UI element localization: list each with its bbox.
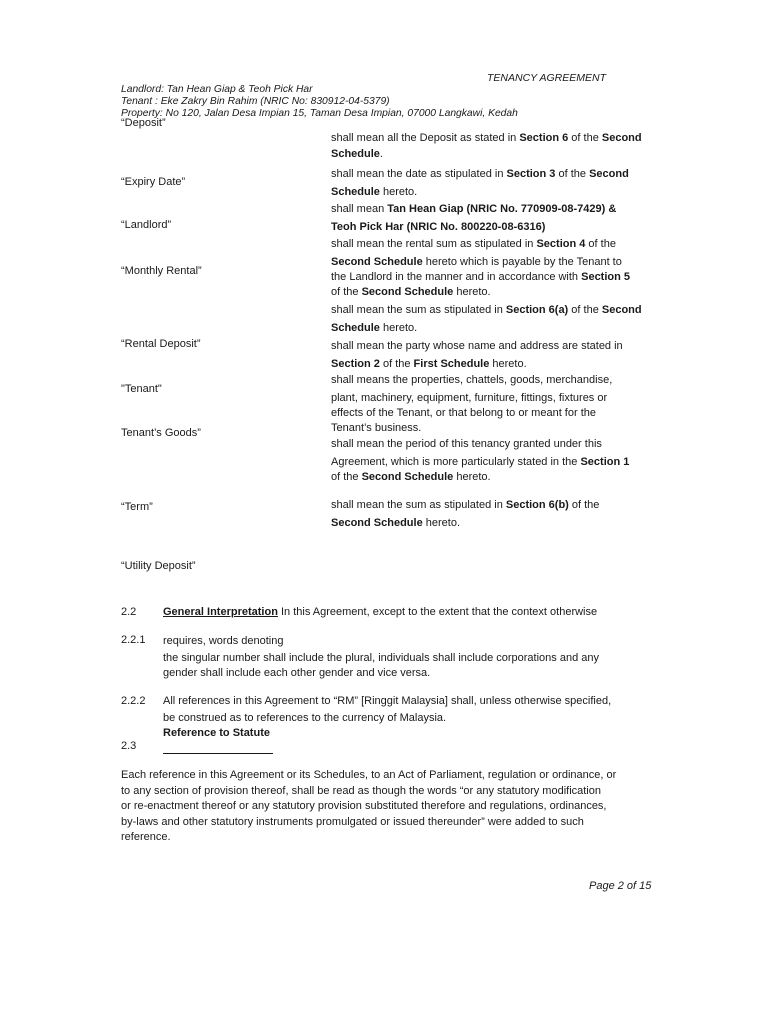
- term-deposit: “Deposit”: [121, 117, 166, 129]
- definition-expiry-date: shall mean the date as stipulated in Section 3 of the Second Schedule hereto.: [331, 168, 629, 198]
- definition-monthly-rental: shall mean the rental sum as stipulated in Section 4 of the Second Schedule hereto which is payable by the Tenant to the Landlord in the manner and in accordance with Section 5 of the Second Schedule hereto.: [331, 238, 631, 298]
- section-2-2-2-number: 2.2.2: [121, 695, 146, 707]
- section-2-2-number: 2.2: [121, 606, 137, 618]
- definition-tenants-goods: shall means the properties, chattels, goods, merchandise, plant, machinery, equipment, furniture, fittings, fixtures or effects of the Tenant, or that belong to or meant for the Tenant’s business.: [331, 374, 613, 434]
- definition-landlord: shall mean Tan Hean Giap (NRIC No. 770909-08-7429) & Teoh Pick Har (NRIC No. 800220-08-6316): [331, 203, 617, 233]
- tenant-line: Tenant : Eke Zakry Bin Rahim (NRIC No: 830912-04-5379): [121, 96, 390, 107]
- term-tenant: "Tenant": [121, 383, 162, 395]
- definition-utility-deposit: shall mean the sum as stipulated in Section 6(b) of the Second Schedule hereto.: [331, 499, 600, 529]
- landlord-line: Landlord: Tan Hean Giap & Teoh Pick Har: [121, 84, 313, 95]
- term-expiry-date: “Expiry Date”: [121, 176, 186, 188]
- definition-rental-deposit: shall mean the sum as stipulated in Section 6(a) of the Second Schedule hereto.: [331, 304, 642, 334]
- statute-paragraph: Each reference in this Agreement or its Schedules, to an Act of Parliament, regulation or ordinance, or to any section of provision thereof, shall be read as though the words “or any statutory modification or re-enactment thereof or any statutory provision substituted therefore and regulations, ordinances, by-laws and other statutory instruments promulgated or issued thereunder” were added to such reference.: [121, 769, 617, 843]
- term-monthly-rental: “Monthly Rental”: [121, 265, 202, 277]
- term-tenants-goods: Tenant’s Goods”: [121, 427, 201, 439]
- term-utility-deposit: “Utility Deposit”: [121, 560, 196, 572]
- section-2-3-number: 2.3: [121, 740, 137, 752]
- page-number: Page 2 of 15: [589, 880, 652, 892]
- section-2-3-heading: Reference to Statute: [163, 727, 270, 739]
- definition-deposit: shall mean all the Deposit as stated in Section 6 of the Second Schedule.: [331, 132, 642, 160]
- section-2-2-2-text: All references in this Agreement to “RM” [Ringgit Malaysia] shall, unless otherwise specified, be construed as to references to the currency of Malaysia.: [163, 695, 612, 724]
- definition-tenant: shall mean the party whose name and address are stated in Section 2 of the First Schedule hereto.: [331, 340, 623, 370]
- heading-underline: [163, 753, 273, 754]
- property-line: Property: No 120, Jalan Desa Impian 15, Taman Desa Impian, 07000 Langkawi, Kedah: [121, 108, 518, 119]
- section-2-2-1-text: requires, words denoting the singular number shall include the plural, individuals shall include corporations and any gender shall include each other gender and vice versa.: [163, 635, 599, 679]
- section-2-2-text: General Interpretation In this Agreement, except to the extent that the context otherwise: [163, 606, 598, 618]
- document-title: TENANCY AGREEMENT: [487, 72, 607, 84]
- term-rental-deposit: “Rental Deposit”: [121, 338, 201, 350]
- term-landlord: “Landlord”: [121, 219, 172, 231]
- term-term: “Term”: [121, 501, 153, 513]
- section-2-2-1-number: 2.2.1: [121, 634, 146, 646]
- definition-term: shall mean the period of this tenancy granted under this Agreement, which is more particularly stated in the Section 1 of the Second Schedule hereto.: [331, 438, 630, 483]
